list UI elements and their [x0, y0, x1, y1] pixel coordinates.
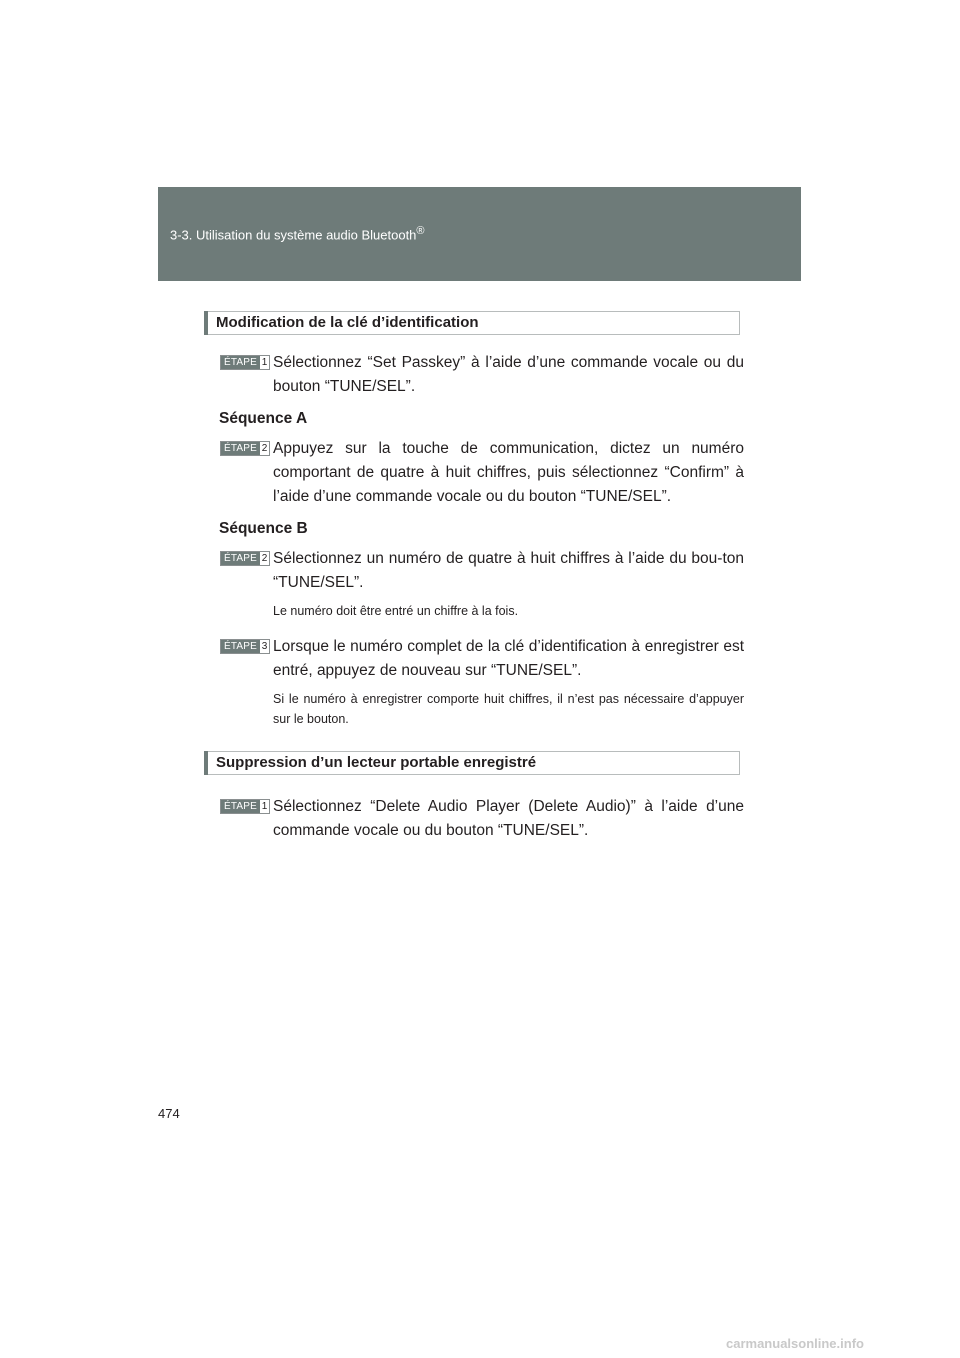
step-badge-icon: ÉTAPE 1 — [220, 799, 270, 814]
section-title-passkey: Modification de la clé d’identification — [204, 311, 740, 335]
step-item — [204, 635, 744, 729]
step-text: Sélectionnez “Set Passkey” à l’aide d’une commande vocale ou du bouton “TUNE/SEL”. — [273, 354, 744, 395]
step-item — [204, 437, 744, 509]
page-number: 474 — [158, 1106, 180, 1121]
step-text: Sélectionnez “Delete Audio Player (Delete Audio)” à l’aide d’une commande vocale ou du bouton “TUNE/SEL”. — [273, 798, 744, 839]
step-item — [204, 795, 744, 843]
chapter-title: 3-3. Utilisation du système audio Bluetooth® — [170, 225, 425, 243]
step-item — [204, 351, 744, 399]
header-band — [158, 187, 801, 281]
step-note: Le numéro doit être entré un chiffre à la fois. — [273, 604, 519, 618]
section-title-delete-player: Suppression d’un lecteur portable enregistré — [204, 751, 740, 775]
step-text: Appuyez sur la touche de communication, dictez un numéro comportant de quatre à huit chiffres, puis sélectionnez “Confirm” à l’aide d’une commande vocale ou du bouton “TUNE/SEL”. — [273, 440, 744, 505]
sequence-b-label: Séquence B — [219, 520, 308, 537]
step-text: Lorsque le numéro complet de la clé d’identification à enregistrer est entré, appuyez de nouveau sur “TUNE/SEL”. — [273, 638, 744, 679]
sequence-a-label: Séquence A — [219, 410, 308, 427]
step-badge-icon: ÉTAPE 1 — [220, 355, 270, 370]
trademark-symbol: ® — [416, 225, 425, 237]
step-badge-icon: ÉTAPE 2 — [220, 551, 270, 566]
step-badge-icon: ÉTAPE 2 — [220, 441, 270, 456]
watermark: carmanualsonline.info — [726, 1336, 864, 1351]
step-note: Si le numéro à enregistrer comporte huit chiffres, il n’est pas nécessaire d’appuyer sur le bouton. — [273, 692, 744, 726]
page-content — [204, 311, 744, 843]
step-item — [204, 547, 744, 621]
step-text: Sélectionnez un numéro de quatre à huit chiffres à l’aide du bou-ton “TUNE/SEL”. — [273, 550, 744, 591]
step-badge-icon: ÉTAPE 3 — [220, 639, 270, 654]
